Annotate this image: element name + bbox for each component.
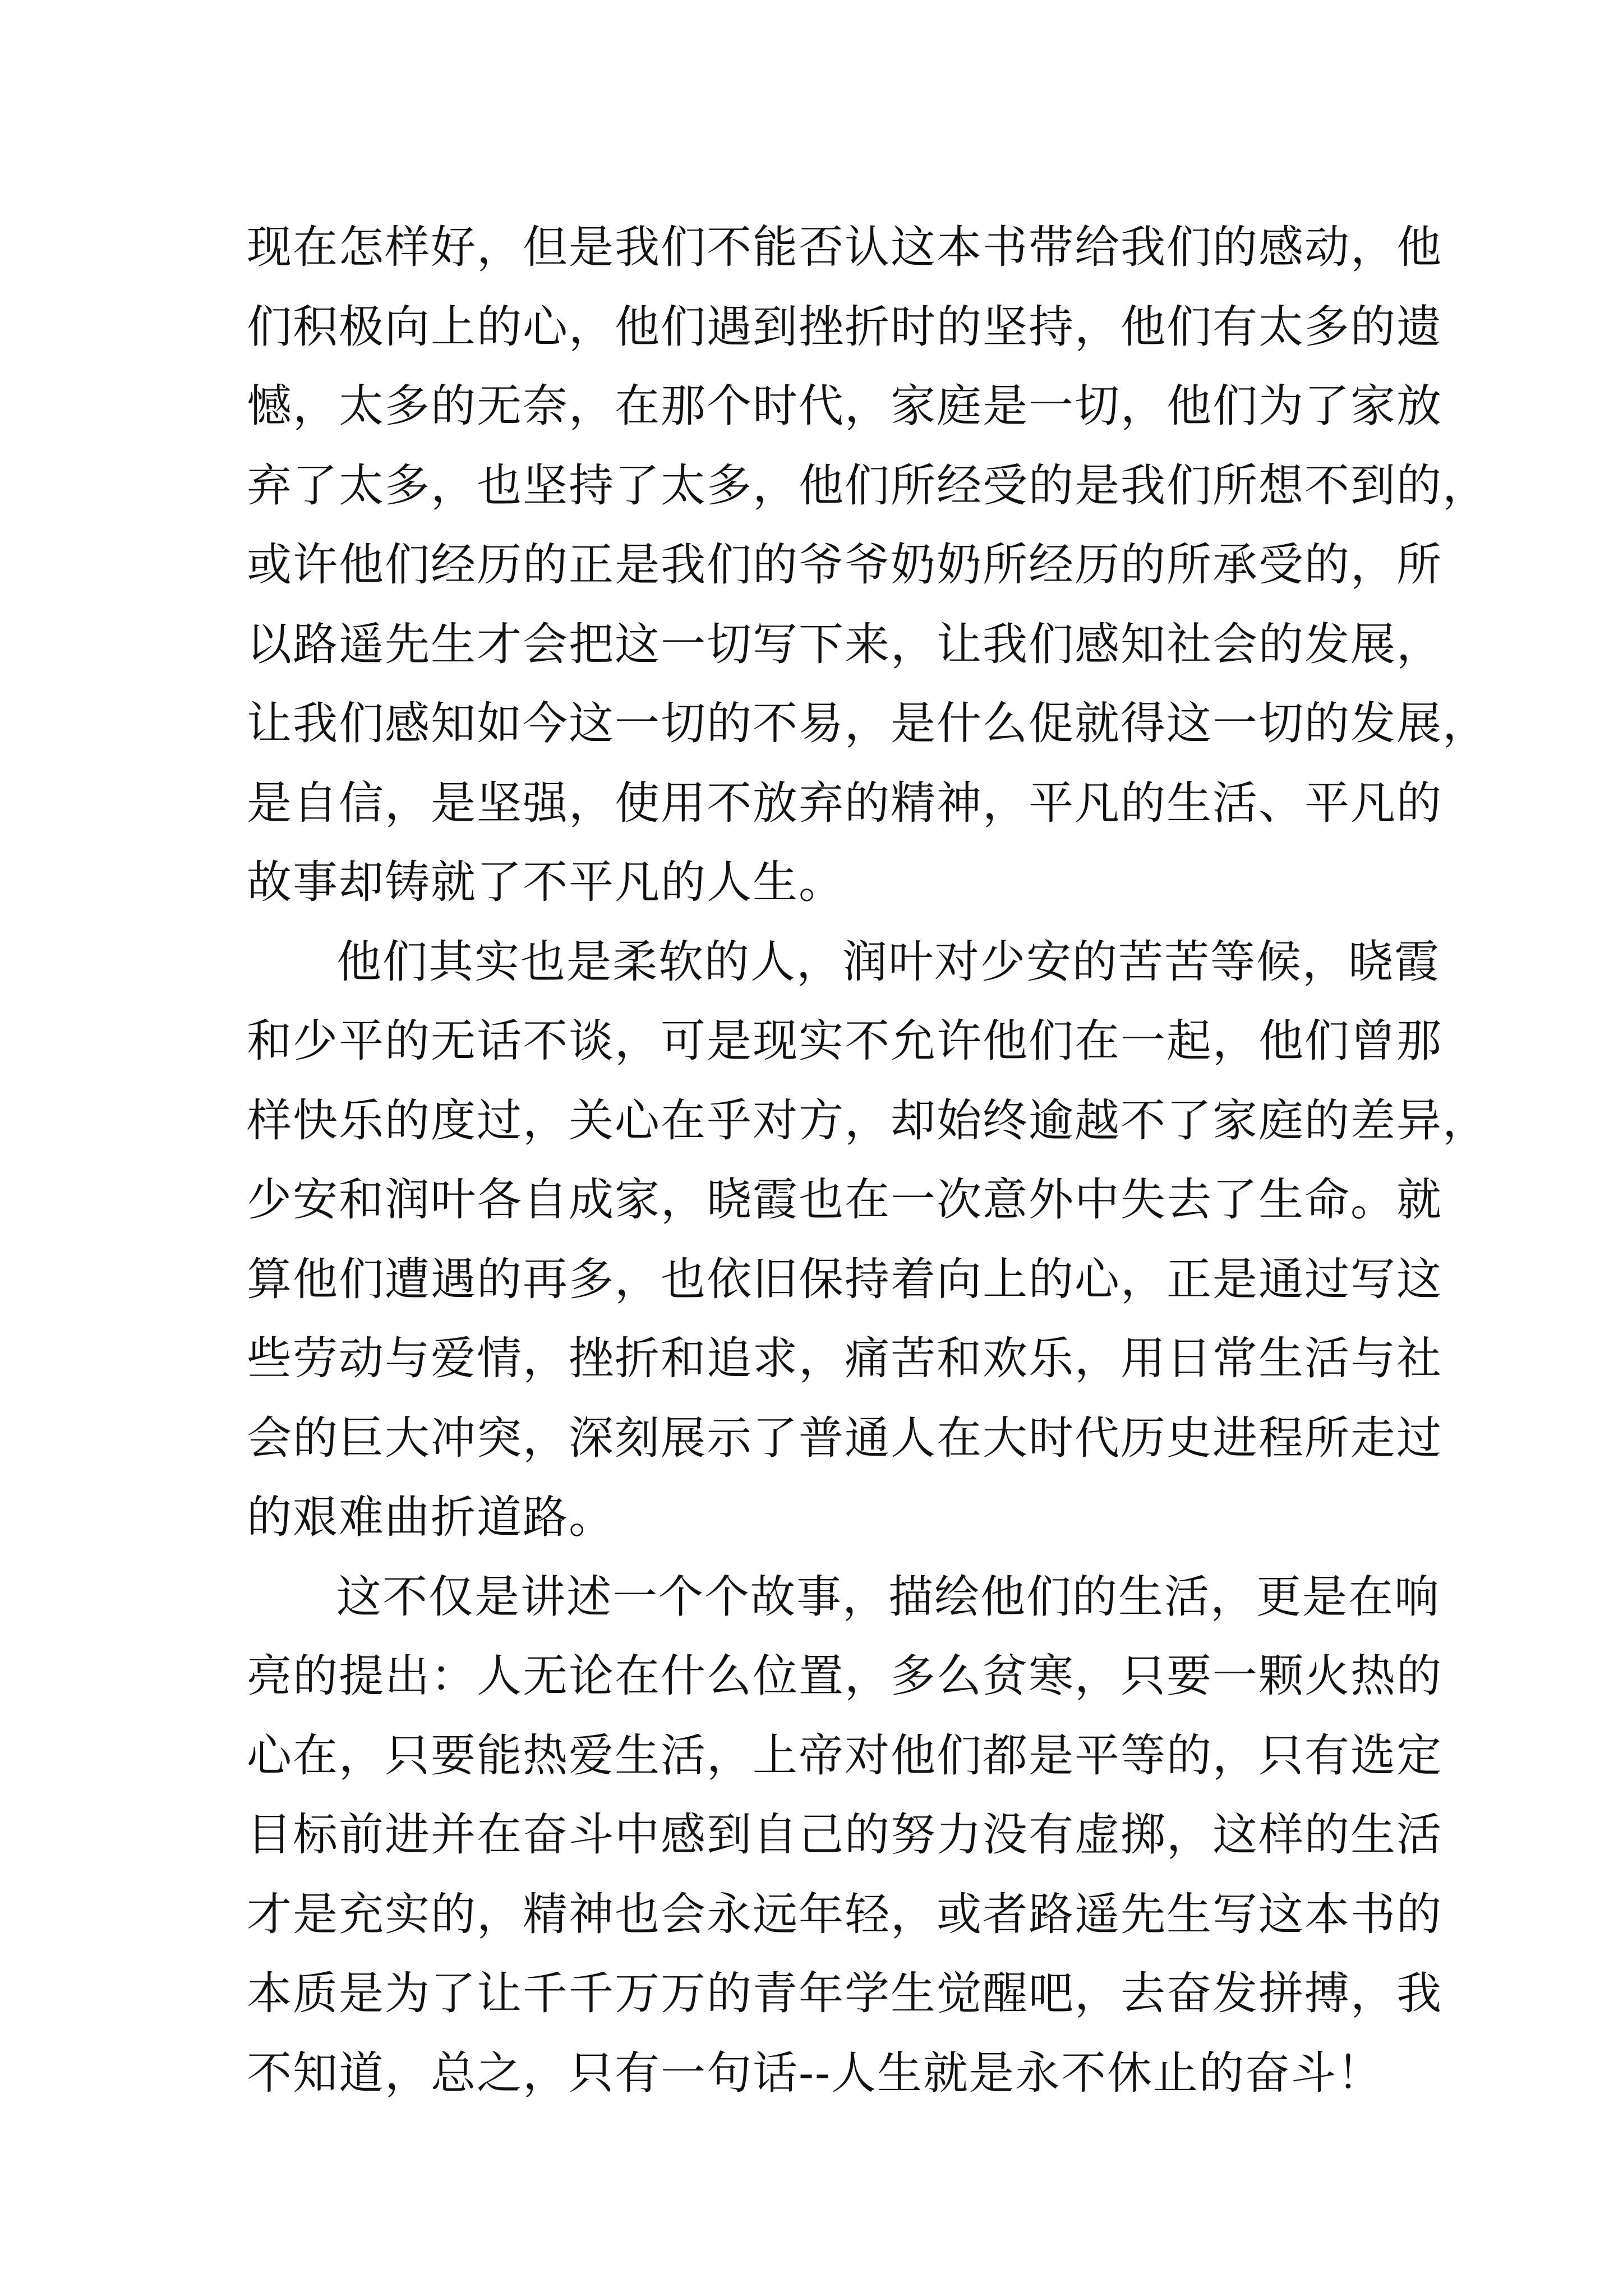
- paragraph-line: 些劳动与爱情，挫折和追求，痛苦和欢乐，用日常生活与社: [247, 1332, 1442, 1384]
- paragraph-line: 憾，太多的无奈，在那个时代，家庭是一切，他们为了家放: [247, 380, 1442, 432]
- paragraph-line: 亮的提出：人无论在什么位置，多么贫寒，只要一颗火热的: [247, 1650, 1442, 1702]
- paragraph-3: [247, 1557, 1442, 2113]
- paragraph-line: 和少平的无话不谈，可是现实不允许他们在一起，他们曾那: [247, 1015, 1442, 1067]
- paragraph-2: [247, 922, 1488, 1557]
- paragraph-line: 或许他们经历的正是我们的爷爷奶奶所经历的所承受的，所: [247, 539, 1442, 591]
- paragraph-line: 样快乐的度过，关心在乎对方，却始终逾越不了家庭的差异，: [247, 1094, 1488, 1147]
- paragraph-line: 的艰难曲折道路。: [247, 1491, 615, 1543]
- paragraph-line: 们积极向上的心，他们遇到挫折时的坚持，他们有太多的遗: [247, 300, 1442, 353]
- paragraph-line: 目标前进并在奋斗中感到自己的努力没有虚掷，这样的生活: [247, 1809, 1442, 1861]
- document-body: [247, 208, 1488, 2113]
- paragraph-line: 会的巨大冲突，深刻展示了普通人在大时代历史进程所走过: [247, 1411, 1442, 1464]
- paragraph-line: 以路遥先生才会把这一切写下来，让我们感知社会的发展，: [247, 618, 1442, 670]
- paragraph-line: 才是充实的，精神也会永远年轻，或者路遥先生写这本书的: [247, 1888, 1442, 1940]
- paragraph-line: 是自信，是坚强，使用不放弃的精神，平凡的生活、平凡的: [247, 776, 1442, 829]
- paragraph-line: 少安和润叶各自成家，晓霞也在一次意外中失去了生命。就: [247, 1174, 1442, 1226]
- paragraph-line: 算他们遭遇的再多，也依旧保持着向上的心，正是通过写这: [247, 1253, 1442, 1305]
- paragraph-line: 弃了太多，也坚持了太多，他们所经受的是我们所想不到的，: [247, 459, 1488, 512]
- paragraph-line: 心在，只要能热爱生活，上帝对他们都是平等的，只有选定: [247, 1729, 1442, 1782]
- paragraph-line: 不知道，总之，只有一句话--人生就是永不休止的奋斗！: [247, 2046, 1384, 2099]
- paragraph-line: 让我们感知如今这一切的不易，是什么促就得这一切的发展，: [247, 697, 1488, 749]
- paragraph-line: 故事却铸就了不平凡的人生。: [247, 856, 845, 908]
- paragraph-line: 本质是为了让千千万万的青年学生觉醒吧，去奋发拼搏，我: [247, 1967, 1442, 2019]
- paragraph-line: 他们其实也是柔软的人，润叶对少安的苦苦等候，晓霞: [336, 935, 1440, 988]
- paragraph-line: 现在怎样好，但是我们不能否认这本书带给我们的感动，他: [247, 221, 1442, 273]
- paragraph-1: [247, 208, 1488, 922]
- paragraph-line: 这不仅是讲述一个个故事，描绘他们的生活，更是在响: [336, 1570, 1440, 1623]
